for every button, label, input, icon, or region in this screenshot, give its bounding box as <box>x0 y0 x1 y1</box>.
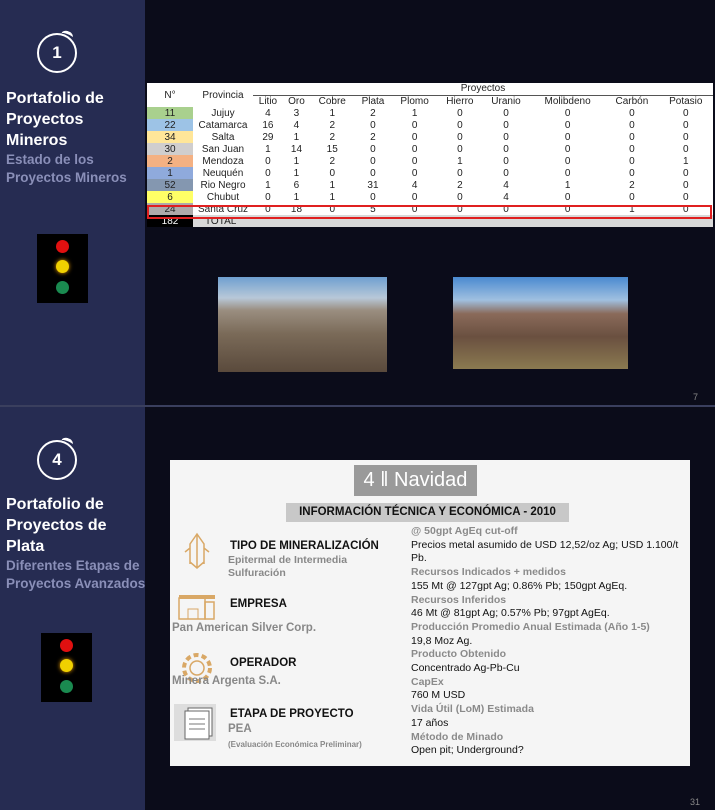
value-cell: 0 <box>457 203 463 215</box>
detail-text: 155 Mt @ 127gpt Ag; 0.86% Pb; 150gpt AgEq. <box>411 579 628 592</box>
value-cell: 5 <box>370 203 376 215</box>
col-group-proyectos: Proyectos <box>253 83 713 95</box>
table-row <box>147 143 713 155</box>
slide1-sidebar <box>0 0 145 405</box>
value-cell: 2 <box>370 131 376 143</box>
value-cell: 0 <box>503 131 509 143</box>
detail-heading: Producto Obtenido <box>411 648 507 661</box>
value-cell: 1 <box>265 179 271 191</box>
value-cell: 1 <box>411 107 418 119</box>
value-cell: 2 <box>370 107 376 119</box>
detail-text: Concentrado Ag-Pb-Cu <box>411 662 520 675</box>
value-cell: 1 <box>265 143 271 155</box>
detail-heading: CapEx <box>411 675 444 688</box>
value-cell: 3 <box>293 107 300 119</box>
count-cell: 11 <box>147 107 193 119</box>
col-header: Plata <box>354 95 391 107</box>
navidad-project-card <box>170 460 690 766</box>
traffic-light-icon <box>41 633 92 702</box>
detail-heading: Recursos Inferidos <box>411 593 507 606</box>
detail-heading: Método de Minado <box>411 730 504 743</box>
value-cell: 2 <box>329 131 335 143</box>
value-cell: 14 <box>290 143 303 155</box>
value-cell: 1 <box>329 191 335 203</box>
mine-site-photo <box>218 277 387 372</box>
value-cell: 0 <box>629 131 635 143</box>
value-cell: 0 <box>503 143 509 155</box>
value-cell: 1 <box>293 155 300 167</box>
stage-note: (Evaluación Económica Preliminar) <box>228 740 362 749</box>
operator-label: OPERADOR <box>230 657 297 669</box>
value-cell: 4 <box>411 179 418 191</box>
count-cell: 24 <box>147 203 193 215</box>
value-cell: 0 <box>564 131 571 143</box>
value-cell: 0 <box>503 155 509 167</box>
value-cell: 0 <box>683 167 689 179</box>
value-cell: 1 <box>457 155 463 167</box>
stage-value: PEA <box>228 723 252 735</box>
value-cell: 0 <box>629 143 635 155</box>
stage-label: ETAPA DE PROYECTO <box>230 708 354 720</box>
value-cell: 0 <box>629 191 635 203</box>
value-cell: 0 <box>265 203 271 215</box>
col-header-provincia: Provincia <box>193 83 253 107</box>
value-cell: 0 <box>564 143 571 155</box>
value-cell: 0 <box>683 179 689 191</box>
total-count: 182 <box>147 215 193 227</box>
value-cell: 6 <box>293 179 300 191</box>
mineralization-value: Epitermal de Intermedia Sulfuración <box>228 554 348 579</box>
page-number: 7 <box>693 392 699 402</box>
value-cell: 0 <box>457 143 463 155</box>
value-cell: 0 <box>683 191 689 203</box>
table-row <box>147 179 713 191</box>
value-cell: 29 <box>262 131 274 143</box>
detail-heading: Producción Promedio Anual Estimada (Año 1-5) <box>411 620 650 633</box>
value-cell: 2 <box>457 179 463 191</box>
value-cell: 1 <box>329 107 335 119</box>
count-cell: 22 <box>147 119 193 131</box>
detail-text: Precios metal asumido de USD 12,52/oz Ag; USD 1.100/t Pb. <box>411 538 679 565</box>
total-label: TOTAL <box>193 215 713 227</box>
mountain-landscape-photo <box>453 277 628 369</box>
slide2-sidebar <box>0 407 145 810</box>
col-header: Carbón <box>605 95 658 107</box>
crystal-icon <box>182 532 212 570</box>
table-row <box>147 131 713 143</box>
value-cell: 0 <box>564 119 571 131</box>
value-cell: 0 <box>265 191 271 203</box>
detail-text: Open pit; Underground? <box>411 744 524 757</box>
value-cell: 0 <box>370 155 376 167</box>
section-subtitle: Estado de los Proyectos Mineros <box>6 152 127 185</box>
value-cell: 16 <box>262 119 274 131</box>
value-cell: 0 <box>629 107 635 119</box>
col-header: Potasio <box>659 95 713 107</box>
col-header-n: N° <box>147 83 193 107</box>
province-cell: Salta <box>211 131 235 143</box>
section-title: Portafolio de Proyectos de Plata <box>6 496 107 555</box>
value-cell: 0 <box>329 203 335 215</box>
technical-details <box>411 525 686 758</box>
mineralization-label: TIPO DE MINERALIZACIÓN <box>230 540 379 552</box>
detail-text: 760 M USD <box>411 689 466 702</box>
value-cell: 1 <box>293 191 300 203</box>
value-cell: 0 <box>564 155 571 167</box>
value-cell: 0 <box>265 167 271 179</box>
province-cell: Chubut <box>206 191 240 203</box>
value-cell: 0 <box>564 107 571 119</box>
value-cell: 0 <box>503 203 509 215</box>
value-cell: 0 <box>564 191 571 203</box>
value-cell: 1 <box>329 179 335 191</box>
table-row <box>147 191 713 203</box>
section-number-badge: 4 <box>37 440 77 480</box>
value-cell: 2 <box>629 179 635 191</box>
building-icon <box>178 594 216 620</box>
value-cell: 0 <box>370 191 376 203</box>
value-cell: 0 <box>370 119 376 131</box>
value-cell: 0 <box>329 167 335 179</box>
detail-text: 46 Mt @ 81gpt Ag; 0.57% Pb; 97gpt AgEq. <box>411 607 610 620</box>
value-cell: 0 <box>683 119 689 131</box>
value-cell: 4 <box>293 119 300 131</box>
value-cell: 0 <box>411 167 418 179</box>
value-cell: 0 <box>457 131 463 143</box>
province-cell: Santa Cruz <box>197 203 249 215</box>
value-cell: 2 <box>329 119 335 131</box>
col-header: Oro <box>283 95 310 107</box>
province-cell: Neuquén <box>202 167 244 179</box>
table-row <box>147 155 713 167</box>
detail-heading: Recursos Indicados + medidos <box>411 566 566 579</box>
documents-icon <box>174 704 216 741</box>
count-cell: 52 <box>147 179 193 191</box>
value-cell: 0 <box>683 107 689 119</box>
value-cell: 0 <box>411 191 418 203</box>
section-subtitle: Diferentes Etapas de Proyectos Avanzados <box>6 558 146 591</box>
value-cell: 0 <box>411 203 418 215</box>
col-header: Litio <box>253 95 283 107</box>
detail-heading: Vida Útil (LoM) Estimada <box>411 703 534 716</box>
value-cell: 0 <box>457 107 463 119</box>
count-cell: 30 <box>147 143 193 155</box>
count-cell: 2 <box>147 155 193 167</box>
value-cell: 4 <box>503 191 509 203</box>
value-cell: 0 <box>564 203 571 215</box>
value-cell: 1 <box>293 167 300 179</box>
count-cell: 6 <box>147 191 193 203</box>
value-cell: 0 <box>683 203 689 215</box>
count-cell: 1 <box>147 167 193 179</box>
col-header: Hierro <box>438 95 482 107</box>
value-cell: 0 <box>370 143 376 155</box>
page-number: 31 <box>690 797 701 807</box>
value-cell: 1 <box>683 155 689 167</box>
value-cell: 0 <box>629 119 635 131</box>
value-cell: 0 <box>503 167 509 179</box>
col-header: Plomo <box>392 95 438 107</box>
value-cell: 18 <box>290 203 303 215</box>
value-cell: 0 <box>629 167 635 179</box>
value-cell: 31 <box>367 179 379 191</box>
value-cell: 0 <box>457 167 463 179</box>
value-cell: 2 <box>329 155 335 167</box>
value-cell: 0 <box>564 167 571 179</box>
province-cell: Catamarca <box>198 119 248 131</box>
value-cell: 1 <box>293 131 300 143</box>
traffic-light-icon <box>37 234 88 303</box>
value-cell: 0 <box>503 107 509 119</box>
value-cell: 0 <box>683 131 689 143</box>
value-cell: 0 <box>265 155 271 167</box>
col-header: Uranio <box>482 95 530 107</box>
value-cell: 0 <box>503 119 509 131</box>
province-cell: San Juan <box>201 143 245 155</box>
value-cell: 1 <box>564 179 571 191</box>
province-cell: Jujuy <box>211 107 235 119</box>
detail-text: 19,8 Moz Ag. <box>411 634 473 647</box>
chubut-highlight-box <box>147 205 712 219</box>
detail-text: 17 años <box>411 716 449 729</box>
value-cell: 15 <box>326 143 338 155</box>
project-title: 4 ǁ Navidad <box>354 465 477 496</box>
table-row <box>147 119 713 131</box>
col-header: Cobre <box>310 95 354 107</box>
value-cell: 1 <box>629 203 635 215</box>
value-cell: 0 <box>683 143 689 155</box>
section-number-badge: 1 <box>37 33 77 73</box>
col-header: Molibdeno <box>530 95 605 107</box>
table-row <box>147 167 713 179</box>
table-row <box>147 107 713 119</box>
value-cell: 0 <box>411 131 418 143</box>
company-label: EMPRESA <box>230 598 287 610</box>
value-cell: 0 <box>411 119 418 131</box>
count-cell: 34 <box>147 131 193 143</box>
value-cell: 0 <box>411 155 418 167</box>
section-heading: INFORMACIÓN TÉCNICA Y ECONÓMICA - 2010 <box>286 503 569 522</box>
value-cell: 0 <box>457 119 463 131</box>
province-cell: Mendoza <box>202 155 244 167</box>
value-cell: 0 <box>411 143 418 155</box>
detail-heading: @ 50gpt AgEq cut-off <box>411 525 518 537</box>
province-cell: Rio Negro <box>200 179 246 191</box>
value-cell: 4 <box>503 179 509 191</box>
value-cell: 0 <box>370 167 376 179</box>
section-title: Portafolio de Proyectos Mineros <box>6 90 104 149</box>
operator-value: Minera Argenta S.A. <box>172 675 281 687</box>
value-cell: 4 <box>265 107 271 119</box>
value-cell: 0 <box>457 191 463 203</box>
value-cell: 0 <box>629 155 635 167</box>
company-value: Pan American Silver Corp. <box>172 622 317 634</box>
